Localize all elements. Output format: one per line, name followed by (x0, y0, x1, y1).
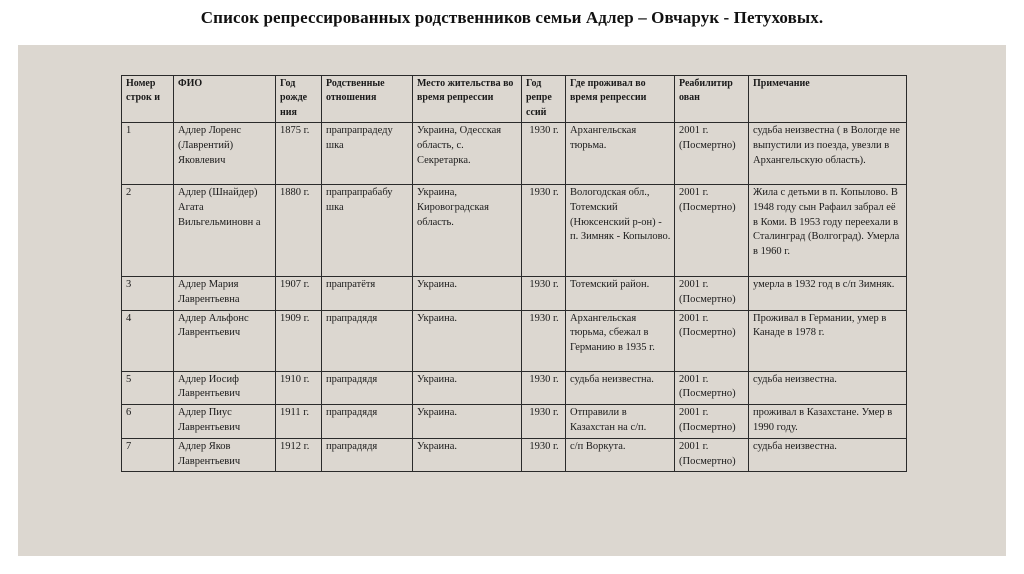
header-repression-year: Год репре ссий (522, 76, 566, 123)
cell-full-name: Адлер Мария Лаврентьевна (174, 277, 276, 311)
cell-residence: Украина. (413, 371, 522, 405)
cell-residence: Украина. (413, 405, 522, 439)
cell-birth-year: 1911 г. (276, 405, 322, 439)
cell-relationship: прапратётя (322, 277, 413, 311)
cell-note: судьба неизвестна. (749, 371, 907, 405)
cell-relationship: прапрапрабабу шка (322, 185, 413, 277)
header-note: Примечание (749, 76, 907, 123)
cell-residence: Украина. (413, 438, 522, 472)
cell-place-during-repression: Архангельская тюрьма. (566, 123, 675, 185)
cell-rehabilitated: 2001 г. (Посмертно) (675, 438, 749, 472)
cell-row-number: 5 (122, 371, 174, 405)
cell-relationship: прапрадядя (322, 310, 413, 371)
header-place-during-repression: Где проживал во время репрессии (566, 76, 675, 123)
cell-repression-year: 1930 г. (522, 185, 566, 277)
header-relationship: Родственные отношения (322, 76, 413, 123)
cell-relationship: прапрадядя (322, 405, 413, 439)
cell-full-name: Адлер (Шнайдер) Агата Вильгельминовн а (174, 185, 276, 277)
cell-birth-year: 1907 г. (276, 277, 322, 311)
cell-rehabilitated: 2001 г. (Посмертно) (675, 123, 749, 185)
cell-full-name: Адлер Лоренс (Лаврентий) Яковлевич (174, 123, 276, 185)
cell-residence: Украина, Кировоградская область. (413, 185, 522, 277)
cell-place-during-repression: Архангельская тюрьма, сбежал в Германию в 1935 г. (566, 310, 675, 371)
cell-relationship: прапрадядя (322, 438, 413, 472)
cell-residence: Украина, Одесская область, с. Секретарка. (413, 123, 522, 185)
cell-repression-year: 1930 г. (522, 371, 566, 405)
cell-birth-year: 1880 г. (276, 185, 322, 277)
cell-place-during-repression: Вологодская обл., Тотемский (Нюксенский р-он) - п. Зимняк - Копылово. (566, 185, 675, 277)
table-row (122, 123, 907, 185)
cell-rehabilitated: 2001 г. (Посмертно) (675, 405, 749, 439)
table-header-row (122, 76, 907, 123)
cell-rehabilitated: 2001 г. (Посмертно) (675, 185, 749, 277)
cell-row-number: 1 (122, 123, 174, 185)
header-full-name: ФИО (174, 76, 276, 123)
cell-residence: Украина. (413, 310, 522, 371)
cell-note: умерла в 1932 год в с/п Зимняк. (749, 277, 907, 311)
cell-row-number: 6 (122, 405, 174, 439)
cell-note: судьба неизвестна ( в Вологде не выпустили из поезда, увезли в Архангельскую область). (749, 123, 907, 185)
cell-birth-year: 1875 г. (276, 123, 322, 185)
cell-full-name: Адлер Яков Лаврентьевич (174, 438, 276, 472)
cell-relationship: прапрадядя (322, 371, 413, 405)
table-row (122, 405, 907, 439)
cell-place-during-repression: Тотемский район. (566, 277, 675, 311)
header-residence: Место жительства во время репрессии (413, 76, 522, 123)
cell-repression-year: 1930 г. (522, 310, 566, 371)
cell-repression-year: 1930 г. (522, 277, 566, 311)
cell-full-name: Адлер Пиус Лаврентьевич (174, 405, 276, 439)
cell-repression-year: 1930 г. (522, 405, 566, 439)
table-row (122, 277, 907, 311)
cell-residence: Украина. (413, 277, 522, 311)
table-row (122, 185, 907, 277)
cell-note: Жила с детьми в п. Копылово. В 1948 году сын Рафаил забрал её в Коми. В 1953 году переехали в Сталинград (Волгоград). Умерла в 1960 г. (749, 185, 907, 277)
table-row (122, 310, 907, 371)
page-title: Список репрессированных родственников семьи Адлер – Овчарук - Петуховых. (200, 8, 824, 27)
cell-rehabilitated: 2001 г. (Посмертно) (675, 371, 749, 405)
cell-birth-year: 1909 г. (276, 310, 322, 371)
cell-rehabilitated: 2001 г. (Посмертно) (675, 277, 749, 311)
cell-full-name: Адлер Иосиф Лаврентьевич (174, 371, 276, 405)
table-row (122, 438, 907, 472)
repressed-relatives-table (121, 75, 907, 472)
cell-full-name: Адлер Альфонс Лаврентьевич (174, 310, 276, 371)
cell-row-number: 2 (122, 185, 174, 277)
cell-relationship: прапрапрадеду шка (322, 123, 413, 185)
cell-note: судьба неизвестна. (749, 438, 907, 472)
cell-repression-year: 1930 г. (522, 438, 566, 472)
cell-note: проживал в Казахстане. Умер в 1990 году. (749, 405, 907, 439)
cell-row-number: 7 (122, 438, 174, 472)
cell-row-number: 3 (122, 277, 174, 311)
header-rehabilitated: Реабилитир ован (675, 76, 749, 123)
cell-birth-year: 1912 г. (276, 438, 322, 472)
cell-place-during-repression: судьба неизвестна. (566, 371, 675, 405)
cell-row-number: 4 (122, 310, 174, 371)
cell-place-during-repression: Отправили в Казахстан на с/п. (566, 405, 675, 439)
cell-birth-year: 1910 г. (276, 371, 322, 405)
cell-place-during-repression: с/п Воркута. (566, 438, 675, 472)
cell-note: Проживал в Германии, умер в Канаде в 1978 г. (749, 310, 907, 371)
table-row (122, 371, 907, 405)
content-panel (18, 45, 1006, 556)
cell-repression-year: 1930 г. (522, 123, 566, 185)
header-birth-year: Год рожде ния (276, 76, 322, 123)
cell-rehabilitated: 2001 г. (Посмертно) (675, 310, 749, 371)
header-row-number: Номер строк и (122, 76, 174, 123)
